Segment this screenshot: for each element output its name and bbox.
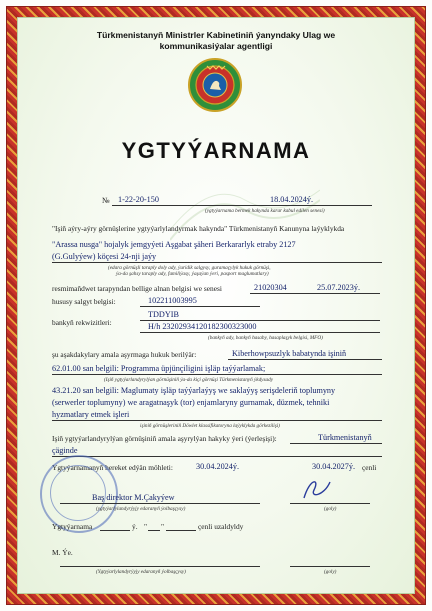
activity-code2-line1: 43.21.20 san belgili: Maglumaty işläp taýýarlaýyş we saklaýyş serişdeleriň toplumyny <box>52 386 336 395</box>
state-emblem-icon <box>188 58 242 112</box>
agency-name-line1: Türkmenistanyň Ministrler Kabinetiniň ýanyndaky Ulag we <box>96 30 336 40</box>
activity-type: Kiberhowpsuzlyk babatynda işiniň <box>232 349 347 358</box>
validity-start: 30.04.2024ý. <box>196 462 239 471</box>
registration-number: 21020304 <box>254 283 287 292</box>
signatory-name: Baş direktor M.Çakyýew <box>92 493 175 502</box>
territory-value-cont: çäginde <box>52 446 78 455</box>
activity-subscript1: (Işiň ygtyýarlandyrylýan görnüşiniň ýa-da kiçi görnüşi Türkmenistanyň ýkdysady <box>104 377 273 383</box>
activity-label: şu aşakdakylary amala aşyrmaga hukuk berilýär: <box>52 350 197 359</box>
activity-code1: 62.01.00 san belgili: Programma üpjünçiligini işläp taýýarlamak; <box>52 364 266 373</box>
extension-suffix: çenli uzaldyldy <box>198 522 244 531</box>
validity-end: 30.04.2027ý. <box>312 462 355 471</box>
activity-subscript2: işiniň görnüşleriniň Döwlet klassifikatoryna laýyklykda görkezilişi) <box>140 423 280 429</box>
activity-code2-line3: hyzmatlary etmek işleri <box>52 410 130 419</box>
bank-label: bankyň rekwizitleri: <box>52 318 112 327</box>
seal-placeholder: M. Ýe. <box>52 548 73 557</box>
signature-icon <box>300 474 334 504</box>
extension-label: Ygtyýarnama <box>52 522 93 531</box>
law-intro: "Işiň aýry-aýry görnüşlerine ygtyýarlylandyrmak hakynda" Türkmenistanyň Kanunyna laýyklykda <box>52 224 345 233</box>
territory-value: Türkmenistanyň <box>318 433 372 442</box>
bank-account: H/h 23202934120182300323000 <box>148 322 257 331</box>
tax-number: 102211003995 <box>148 296 197 305</box>
extension-year: ý. <box>132 522 138 531</box>
validity-suffix: çenli <box>362 463 377 472</box>
validity-label: Ygtyýarnamanyň hereket edýän möhleti: <box>52 463 173 472</box>
agency-name-line2: kommunikasiýalar agentligi <box>159 41 273 51</box>
territory-label: Işiň ygtyýarlandyrylýan görnüşiniň amala aşyrylýan hakyky ýeri (ýerleşişi): <box>52 434 277 443</box>
signature-subscript: (goly) <box>324 506 337 512</box>
bank-subscript: (bankyň ady, bankyň hasaby, hasaplaşyk belgisi, MFO) <box>208 335 323 341</box>
number-subscript: (ygtyýarnama bermek hakynda karar kabul edilen senesi) <box>205 208 325 214</box>
certificate-date: 18.04.2024ý. <box>270 195 313 204</box>
registration-date: 25.07.2023ý. <box>317 283 360 292</box>
bank-name: TDDYIB <box>148 310 179 319</box>
extension-subscript: (Ygtyýarlylandyrýyjy edaranyň ýolbaşçysy) <box>96 569 186 575</box>
applicant-subscript2: ýa-da şahsy taraply ady, familiýasy, ýaşaýan ýeri, pasport maglumatlary) <box>116 271 269 277</box>
extension-signature-subscript: (goly) <box>324 569 337 575</box>
extension-quote-close: " <box>161 522 165 531</box>
certificate-number: 1-22-20-150 <box>118 195 159 204</box>
extension-quote-open: " <box>144 522 148 531</box>
applicant-name-line1: "Arassa nusga" hojalyk jemgyýeti Aşgabat şäheri Berkararlyk etraby 2127 <box>52 240 296 249</box>
registration-label: resmimaňdwet tarapyndan bellige alnan belgisi we senesi <box>52 284 222 293</box>
activity-code2-line2: (serwerler toplumyny) we aragatnaşyk (tor) enjamlaryny gurnamak, düzmek, tehniki <box>52 398 330 407</box>
tax-label: hususy salgyt belgisi: <box>52 297 116 306</box>
applicant-subscript1: (edara görnüşli taraply doly ady, ýuridik salgysy, guramaçylyk hukuk görnüşi, <box>108 265 271 271</box>
number-label: № <box>102 196 110 205</box>
document-title: YGTYÝARNAMA <box>121 138 311 163</box>
signatory-subscript: (ygtyýarlylandyrýyjy edaranyň ýolbaşçysy) <box>96 506 186 512</box>
applicant-name-line2: (G.Gulyýew) köçesi 24-nji jaýy <box>52 252 157 261</box>
